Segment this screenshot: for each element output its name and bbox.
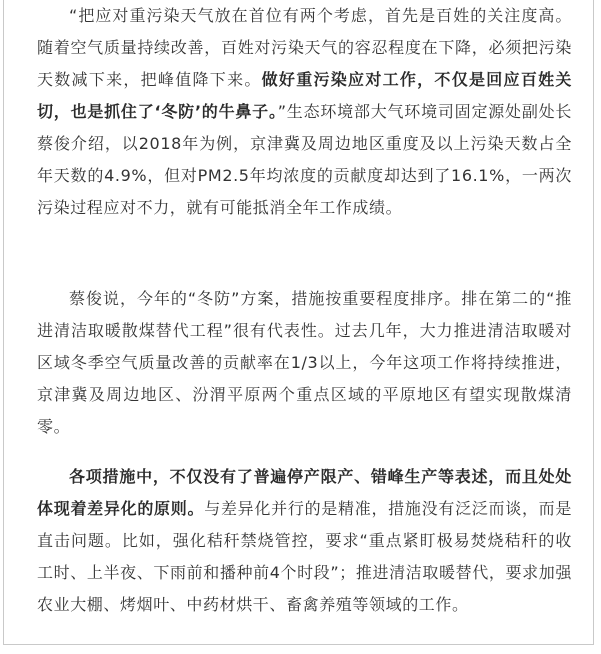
paragraph-bold-text: 做好重污染应对工作，不仅是回应百姓关切，也是抓住了‘冬防’的牛鼻子。 [37,70,572,121]
paragraph-text: 与差异化并行的是精准，措施没有泛泛而谈，而是直击问题。比如，强化秸秆禁烧管控，要求“重点紧盯极易焚烧秸秆的收工时、上半夜、下雨前和播种前4个时段”；推进清洁取暖替代，要求加强农业大棚、烤烟叶、中药材烘干、畜禽养殖等领域的工作。 [37,499,572,614]
paragraph-bold-text: 各项措施中，不仅没有了普遍停产限产、错峰生产等表述，而且处处体现着差异化的原则。 [37,467,572,518]
paragraph-text: ”生态环境部大气环境司固定源处副处长蔡俊介绍，以2018年为例，京津冀及周边地区重度及以上污染天数占全年天数的4.9%，但对PM2.5年均浓度的贡献度却达到了16.1%，一两次污染过程应对不力，就有可能抵消全年工作成绩。 [37,102,572,217]
paragraph-text: 蔡俊说，今年的“冬防”方案，措施按重要程度排序。排在第二的“推进清洁取暖散煤替代工程”很有代表性。过去几年，大力推进清洁取暖对区域冬季空气质量改善的贡献率在1/3以上，今年这项工作将持续推进，京津冀及周边地区、汾渭平原两个重点区域的平原地区有望实现散煤清零。 [37,289,572,436]
paragraph-text: “把应对重污染天气放在首位有两个考虑，首先是百姓的关注度高。随着空气质量持续改善，百姓对污染天气的容忍程度在下降，必须把污染天数减下来，把峰值降下来。 [37,6,572,89]
article-frame [3,0,594,645]
article-paragraph [37,0,572,224]
article-paragraph [37,283,572,443]
article-paragraph [37,461,572,621]
